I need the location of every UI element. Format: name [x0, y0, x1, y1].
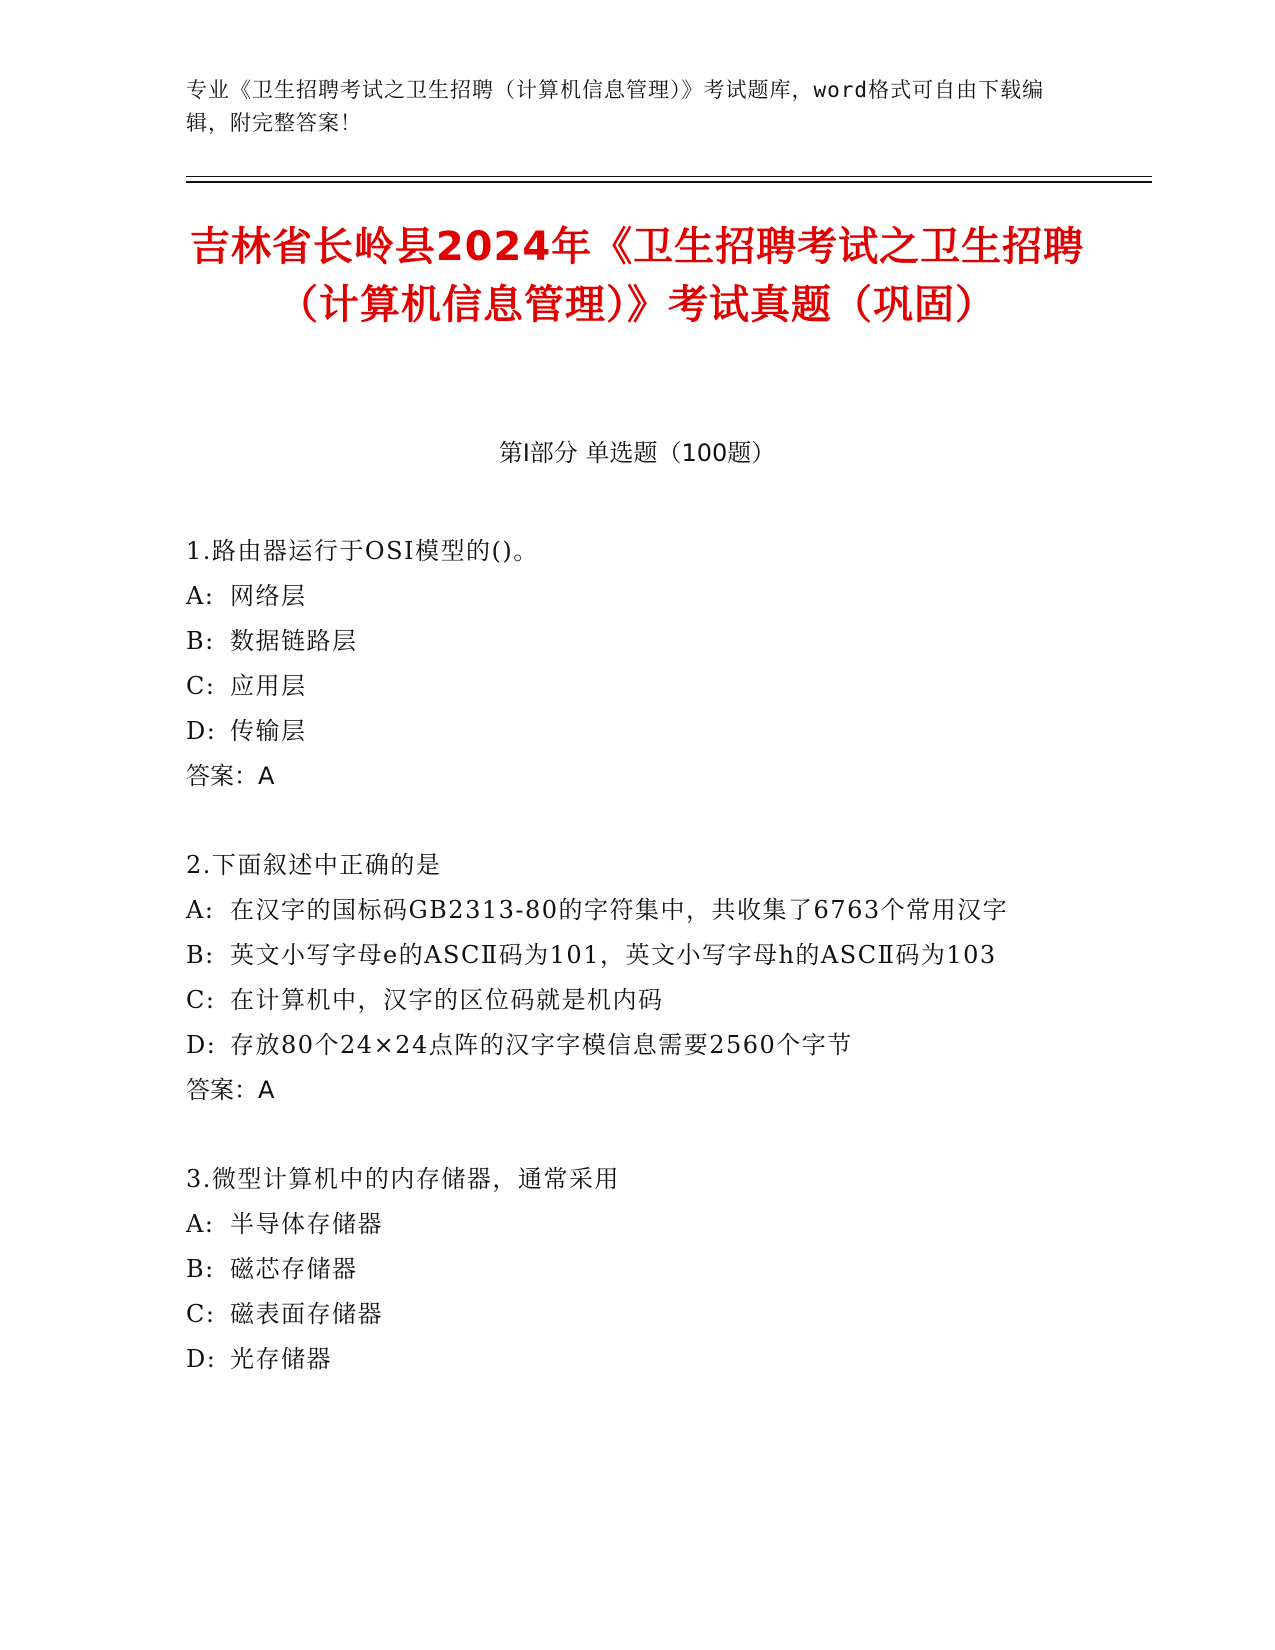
option-letter: A:: [186, 896, 215, 924]
option-text: 在汉字的国标码GB2313-80的字符集中，共收集了6763个常用汉字: [230, 896, 1009, 924]
answer-line: 答案：A: [186, 762, 275, 790]
question-list: [186, 529, 1066, 1426]
option-row: [186, 1202, 1066, 1247]
section-heading: 第I部分 单选题（100题）: [498, 439, 776, 467]
question-stem: 3.微型计算机中的内存储器，通常采用: [186, 1165, 620, 1193]
option-text: 网络层: [230, 582, 307, 610]
question-item: [186, 1157, 1066, 1382]
option-row: [186, 574, 1066, 619]
option-text: 半导体存储器: [230, 1210, 383, 1238]
option-letter: B:: [186, 627, 215, 655]
option-text: 光存储器: [230, 1345, 332, 1373]
option-text: 在计算机中，汉字的区位码就是机内码: [230, 986, 664, 1014]
option-row: [186, 1292, 1066, 1337]
option-text: 数据链路层: [230, 627, 358, 655]
option-text: 磁芯存储器: [230, 1255, 358, 1283]
option-row: [186, 888, 1066, 933]
option-letter: A:: [186, 582, 215, 610]
option-letter: D:: [186, 1345, 217, 1373]
question-stem: 1.路由器运行于OSI模型的()。: [186, 537, 539, 565]
option-row: [186, 1247, 1066, 1292]
option-row: [186, 709, 1066, 754]
option-row: [186, 933, 1066, 978]
option-row: [186, 664, 1066, 709]
option-letter: C:: [186, 672, 216, 700]
option-row: [186, 1023, 1066, 1068]
option-row: [186, 1337, 1066, 1382]
option-text: 应用层: [230, 672, 307, 700]
option-letter: C:: [186, 1300, 216, 1328]
option-text: 传输层: [230, 717, 307, 745]
option-row: [186, 619, 1066, 664]
option-letter: B:: [186, 1255, 215, 1283]
option-row: [186, 978, 1066, 1023]
header-divider-thick: [186, 181, 1152, 183]
option-text: 存放80个24×24点阵的汉字字模信息需要2560个字节: [230, 1031, 853, 1059]
question-stem: 2.下面叙述中正确的是: [186, 851, 442, 879]
option-letter: D:: [186, 1031, 217, 1059]
question-item: [186, 843, 1066, 1113]
option-text: 英文小写字母e的ASCⅡ码为101，英文小写字母h的ASCⅡ码为103: [230, 941, 997, 969]
answer-line: 答案：A: [186, 1076, 275, 1104]
option-letter: A:: [186, 1210, 215, 1238]
option-text: 磁表面存储器: [230, 1300, 383, 1328]
option-letter: D:: [186, 717, 217, 745]
option-letter: B:: [186, 941, 215, 969]
header-divider-thin: [186, 176, 1152, 177]
header-note: 专业《卫生招聘考试之卫生招聘（计算机信息管理）》考试题库，word格式可自由下载编辑，附完整答案！: [186, 78, 1045, 135]
document-title: 吉林省长岭县2024年《卫生招聘考试之卫生招聘（计算机信息管理）》考试真题（巩固）: [189, 224, 1085, 328]
question-item: [186, 529, 1066, 799]
option-letter: C:: [186, 986, 216, 1014]
